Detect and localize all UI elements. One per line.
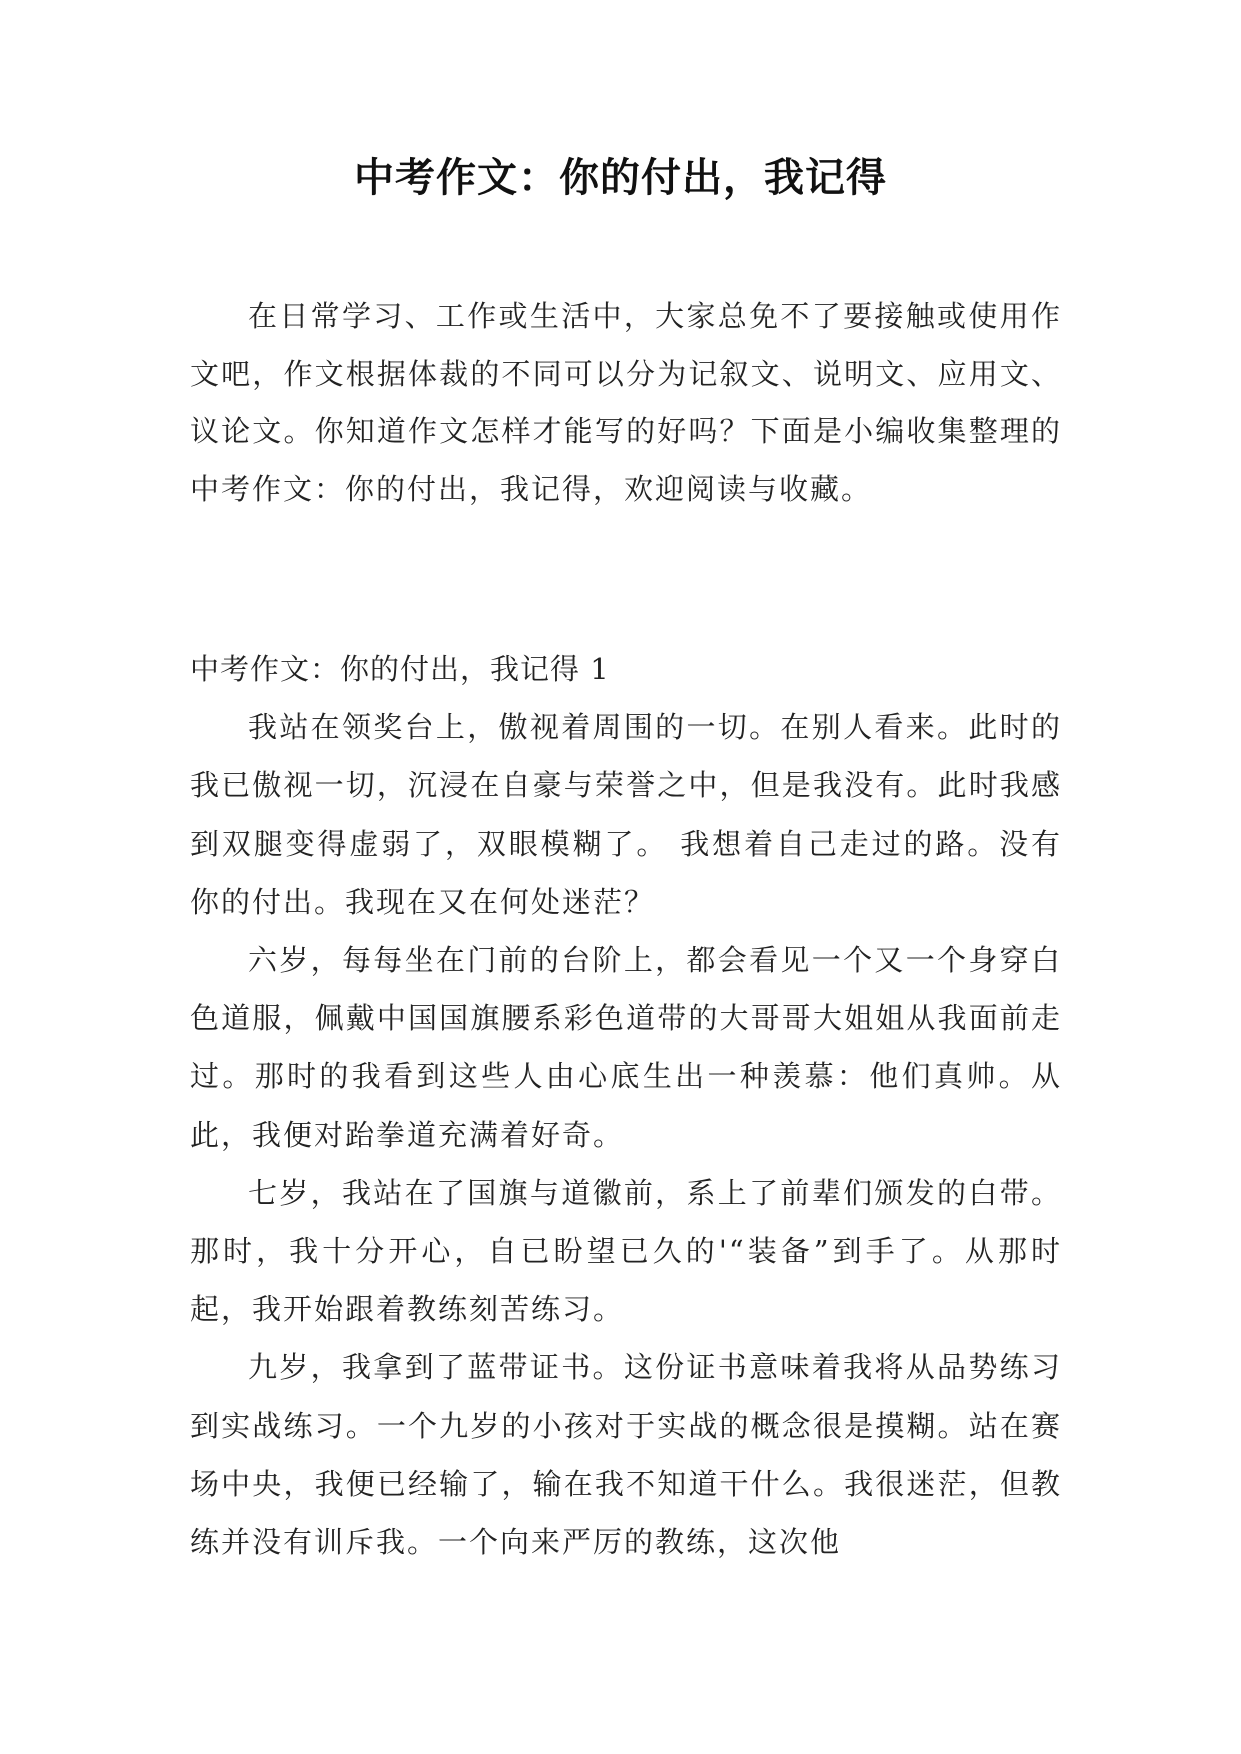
intro-paragraph: 在日常学习、工作或生活中，大家总免不了要接触或使用作文吧，作文根据体裁的不同可以分为记叙文、说明文、应用文、议论文。你知道作文怎样才能写的好吗？下面是小编收集整理的中考作文：你的付出，我记得，欢迎阅读与收藏。 <box>190 299 1062 506</box>
article-body <box>190 640 1062 1571</box>
article-paragraph-1: 我站在领奖台上，傲视着周围的一切。在别人看来。此时的我已傲视一切，沉浸在自豪与荣誉之中，但是我没有。此时我感到双腿变得虚弱了，双眼模糊了。 我想着自己走过的路。没有你的付出。我现在又在何处迷茫？ <box>190 710 1062 919</box>
article-paragraph-3: 七岁，我站在了国旗与道徽前，系上了前辈们颁发的白带。那时，我十分开心，自已盼望已久的'“装备”到手了。从那时起，我开始跟着教练刻苦练习。 <box>190 1175 1062 1327</box>
article-paragraph-4: 九岁，我拿到了蓝带证书。这份证书意味着我将从品势练习到实战练习。一个九岁的小孩对于实战的概念很是摸糊。站在赛场中央，我便已经输了，输在我不知道干什么。我很迷茫，但教练并没有训斥我。一个向来严厉的教练，这次他 <box>190 1350 1062 1560</box>
section-heading: 中考作文：你的付出，我记得 1 <box>190 652 610 686</box>
document-title: 中考作文：你的付出，我记得 <box>354 154 887 201</box>
intro-block <box>190 288 1062 518</box>
article-paragraph-2: 六岁，每每坐在门前的台阶上，都会看见一个又一个身穿白色道服，佩戴中国国旗腰系彩色道带的大哥哥大姐姐从我面前走过。那时的我看到这些人由心底生出一种羡慕：他们真帅。从此，我便对跆拳道充满着好奇。 <box>190 943 1062 1152</box>
